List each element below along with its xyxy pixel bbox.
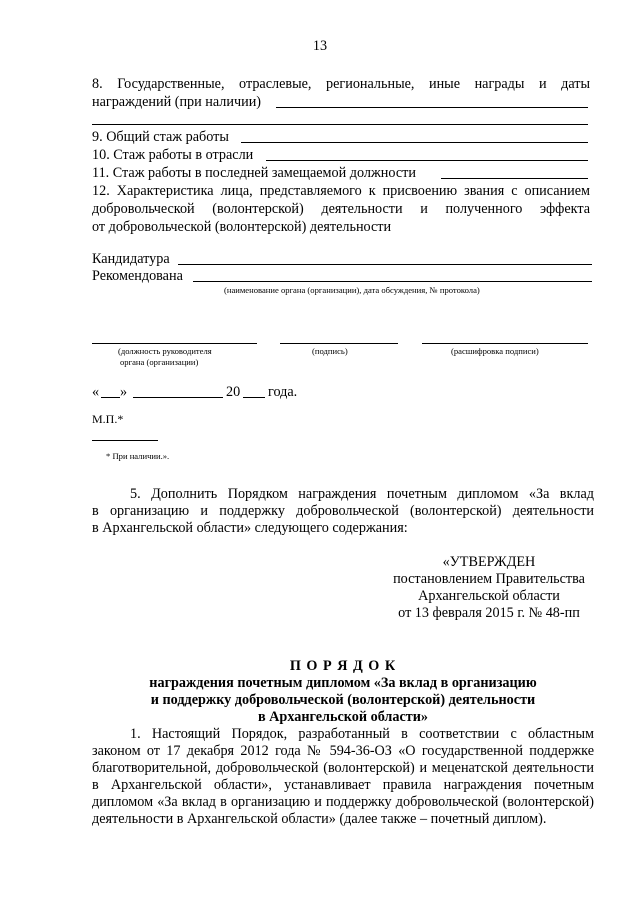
candidacy-label: Кандидатура	[92, 251, 170, 267]
item-8-fill-line-2	[92, 124, 588, 125]
date-year-prefix: 20	[226, 384, 241, 400]
footnote-separator	[92, 440, 158, 441]
date-day-fill-line	[101, 397, 120, 398]
form-item-8-line-1: 8. Государственные, отраслевые, региональные, иные награды и даты	[92, 76, 590, 92]
recommended-fill-line	[193, 281, 592, 282]
form-item-9: 9. Общий стаж работы	[92, 129, 229, 145]
caption-position-1: (должность руководителя	[118, 346, 212, 356]
approval-line-4: от 13 февраля 2015 г. № 48-пп	[398, 605, 580, 621]
signature-position-line	[92, 343, 257, 344]
order-subtitle-2: и поддержку добровольческой (волонтерской) деятельности	[150, 692, 536, 708]
caption-position-2: органа (организации)	[120, 357, 199, 367]
date-year-suffix: года.	[268, 384, 298, 400]
item-11-fill-line	[441, 178, 588, 179]
form-item-10: 10. Стаж работы в отрасли	[92, 147, 254, 163]
para-5-line-3: в Архангельской области» следующего содержания:	[92, 520, 408, 536]
form-item-12-line-3: от добровольческой (волонтерской) деятельности	[92, 219, 392, 235]
recommended-caption: (наименование органа (организации), дата обсуждения, № протокола)	[224, 285, 480, 295]
order-p1-line-6: деятельности в Архангельской области» (далее также – почетный диплом).	[92, 811, 547, 827]
stamp-label: М.П.*	[92, 412, 124, 426]
item-9-fill-line	[241, 142, 588, 143]
order-subtitle-3: в Архангельской области»	[257, 709, 429, 725]
approval-line-2: постановлением Правительства	[393, 571, 585, 587]
form-item-12-line-2: добровольческой (волонтерской) деятельности и полученного эффекта	[92, 201, 590, 217]
order-title: П О Р Я Д О К	[289, 658, 397, 674]
approval-line-3: Архангельской области	[418, 588, 560, 604]
footnote-text: * При наличии.».	[106, 451, 170, 461]
caption-decoding: (расшифровка подписи)	[451, 346, 539, 356]
date-open-quote: «	[92, 384, 100, 400]
candidacy-fill-line	[178, 264, 592, 265]
para-5-line-2: в организацию и поддержку добровольческой (волонтерской) деятельности	[92, 503, 594, 519]
form-item-8-line-2: награждений (при наличии)	[92, 94, 262, 110]
order-p1-line-1: 1. Настоящий Порядок, разработанный в соответствии с областным	[130, 726, 594, 742]
order-p1-line-3: благотворительной, добровольческой (волонтерской) и меценатской деятельности	[92, 760, 594, 776]
page-number: 13	[312, 38, 328, 54]
date-month-fill-line	[133, 397, 223, 398]
form-item-12-line-1: 12. Характеристика лица, представляемого к присвоению звания с описанием	[92, 183, 590, 199]
date-close-quote: »	[120, 384, 128, 400]
signature-line	[280, 343, 398, 344]
order-p1-line-2: законом от 17 декабря 2012 года № 594-36-ОЗ «О государственной поддержке	[92, 743, 594, 759]
signature-decoding-line	[422, 343, 588, 344]
caption-signature: (подпись)	[312, 346, 348, 356]
item-8-fill-line	[276, 107, 588, 108]
item-10-fill-line	[266, 160, 588, 161]
recommended-label: Рекомендована	[92, 268, 183, 284]
form-item-11: 11. Стаж работы в последней замещаемой должности	[92, 165, 416, 181]
order-subtitle-1: награждения почетным дипломом «За вклад в организацию	[149, 675, 537, 691]
approval-line-1: «УТВЕРЖДЕН	[442, 554, 536, 570]
order-p1-line-4: в Архангельской области», устанавливает правила награждения почетным	[92, 777, 594, 793]
date-year-fill-line	[243, 397, 265, 398]
para-5-line-1: 5. Дополнить Порядком награждения почетным дипломом «За вклад	[130, 486, 594, 502]
order-p1-line-5: дипломом «За вклад в организацию и поддержку добровольческой (волонтерской)	[92, 794, 594, 810]
